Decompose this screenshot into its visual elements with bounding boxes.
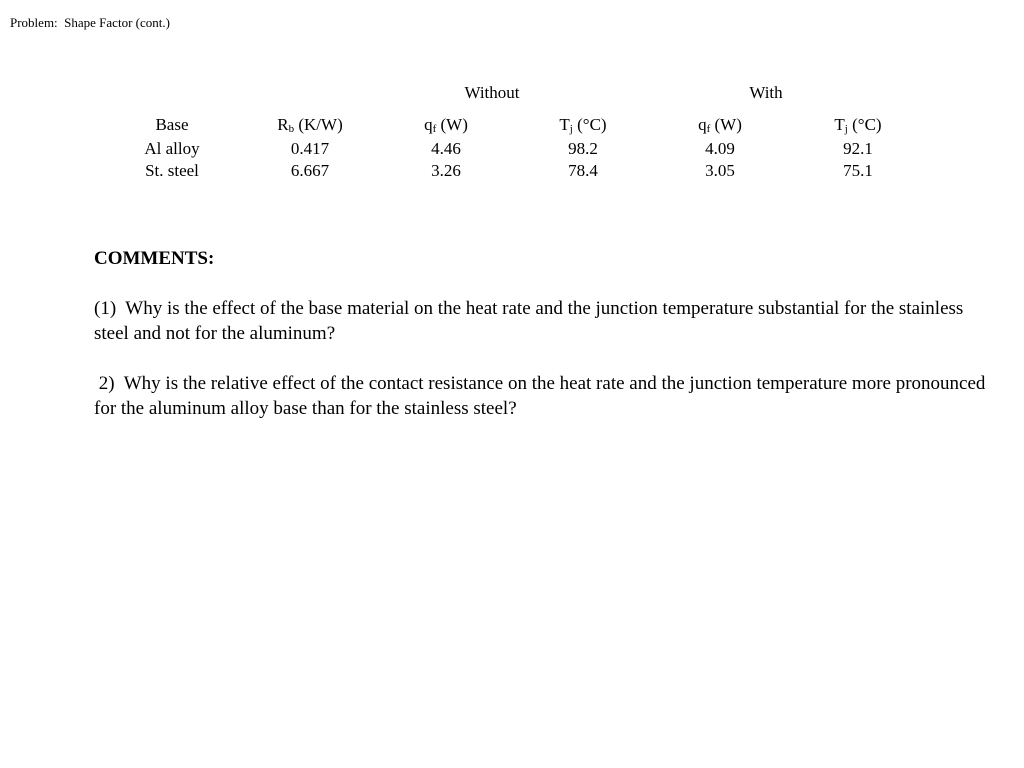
table-cell: 6.667 xyxy=(290,161,330,180)
comment-item: 2) Why is the relative effect of the contact resistance on the heat rate and the junction temperature more pronounced for the aluminum alloy base than for the stainless steel? xyxy=(94,373,991,419)
group-header-with: With xyxy=(749,83,783,102)
table-cell: St. steel xyxy=(145,161,199,180)
problem-title: Problem: Shape Factor (cont.) xyxy=(10,15,170,30)
table-cell: 98.2 xyxy=(568,139,598,158)
column-header-base: Base xyxy=(155,115,189,134)
table-cell: 3.26 xyxy=(431,161,461,180)
table-cell: 3.05 xyxy=(705,161,735,180)
column-header-tj-without: $T_j$ (°C) xyxy=(559,115,607,135)
table-cell: 0.417 xyxy=(290,139,330,158)
table-cell: Al alloy xyxy=(144,139,200,158)
comment-item: (1) Why is the effect of the base material on the heat rate and the junction temperature substantial for the stainless steel and not for the aluminum? xyxy=(94,298,969,344)
group-header-without: Without xyxy=(464,83,520,102)
table-cell: 4.46 xyxy=(431,139,461,158)
comments-heading: COMMENTS: xyxy=(94,248,215,269)
table-cell: 4.09 xyxy=(705,139,735,158)
comments-section xyxy=(94,246,994,446)
column-header-tj-with: $T_j$ (°C) xyxy=(834,115,882,135)
column-header-qf-with: $q_f$ (W) xyxy=(698,115,742,135)
table-cell: 78.4 xyxy=(568,161,598,180)
table-cell: 92.1 xyxy=(843,139,873,158)
table-cell: 75.1 xyxy=(843,161,873,180)
column-header-rb: $R_b$ (K/W) xyxy=(277,115,343,135)
column-header-qf-without: $q_f$ (W) xyxy=(424,115,468,135)
